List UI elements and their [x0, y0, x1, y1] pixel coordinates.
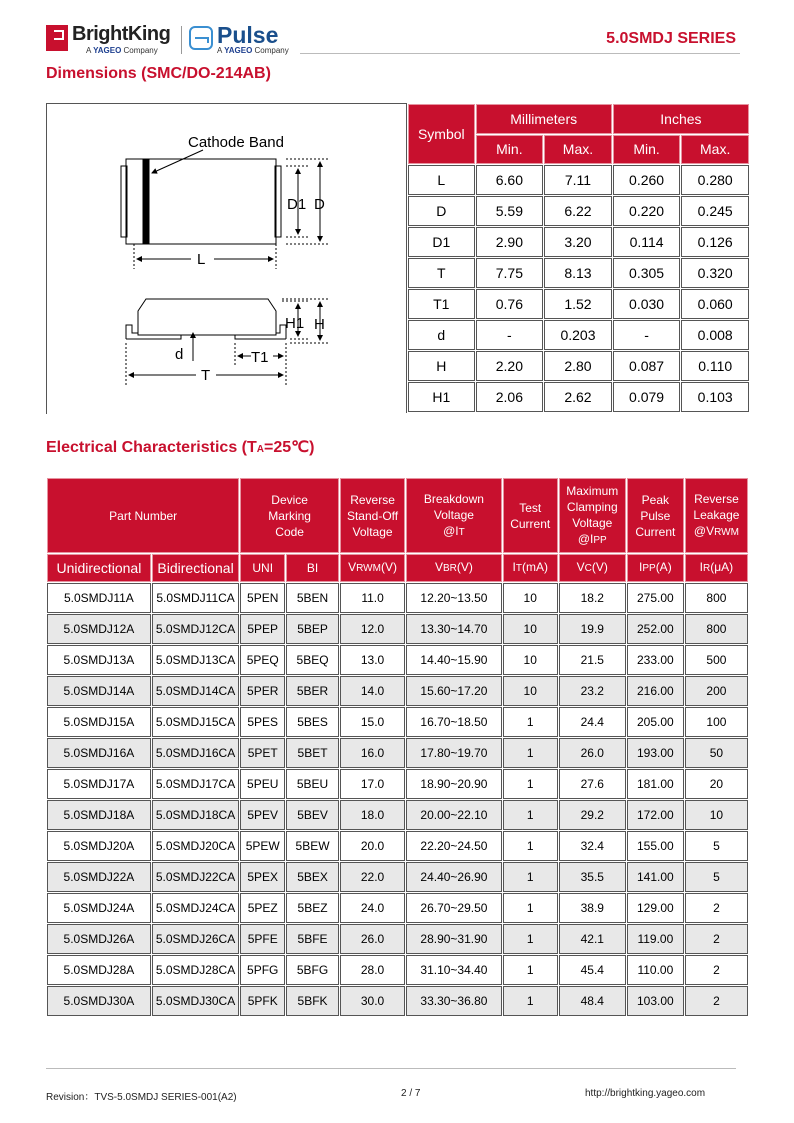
- table-cell: 5.0SMDJ11CA: [152, 583, 240, 613]
- table-cell: 5PEX: [240, 862, 285, 892]
- part-row: [47, 676, 748, 706]
- unidirectional-header: Unidirectional: [47, 554, 151, 582]
- pulse-mark-icon: [189, 26, 213, 50]
- table-cell: 17.80~19.70: [406, 738, 502, 768]
- table-cell: 129.00: [627, 893, 684, 923]
- table-cell: 5BER: [286, 676, 339, 706]
- table-cell: 0.087: [613, 351, 681, 381]
- table-cell: 5PEQ: [240, 645, 285, 675]
- pulse-name: Pulse: [217, 22, 279, 48]
- table-cell: D: [408, 196, 475, 226]
- table-cell: 13.30~14.70: [406, 614, 502, 644]
- dimension-row: [408, 258, 749, 288]
- table-cell: 0.060: [681, 289, 749, 319]
- label-h1: H1: [285, 315, 305, 332]
- table-cell: 28.90~31.90: [406, 924, 502, 954]
- table-cell: 0.079: [613, 382, 681, 412]
- table-cell: 5PEU: [240, 769, 285, 799]
- table-cell: 15.60~17.20: [406, 676, 502, 706]
- table-cell: 100: [685, 707, 748, 737]
- cathode-band-mark: [143, 160, 149, 243]
- label-t: T: [201, 367, 211, 384]
- table-cell: 5.0SMDJ30A: [47, 986, 151, 1016]
- table-cell: H1: [408, 382, 475, 412]
- table-cell: 5BET: [286, 738, 339, 768]
- table-cell: 205.00: [627, 707, 684, 737]
- device-marking-header: Device Marking Code: [240, 478, 339, 553]
- table-cell: 12.20~13.50: [406, 583, 502, 613]
- peak-pulse-current-header: Peak Pulse Current: [627, 478, 684, 553]
- label-l: L: [197, 251, 206, 268]
- table-cell: 18.2: [559, 583, 626, 613]
- table-cell: 18.0: [340, 800, 405, 830]
- table-cell: 5.0SMDJ20CA: [152, 831, 240, 861]
- table-cell: 141.00: [627, 862, 684, 892]
- table-cell: 172.00: [627, 800, 684, 830]
- table-cell: D1: [408, 227, 475, 257]
- table-cell: 252.00: [627, 614, 684, 644]
- table-cell: T: [408, 258, 475, 288]
- table-cell: 1: [503, 862, 558, 892]
- electrical-title: Electrical Characteristics (TA=25℃): [46, 439, 315, 456]
- table-cell: 5.0SMDJ16A: [47, 738, 151, 768]
- part-row: [47, 738, 748, 768]
- part-row: [47, 831, 748, 861]
- table-cell: 10: [685, 800, 748, 830]
- table-cell: 5BFE: [286, 924, 339, 954]
- logo-divider: [181, 26, 182, 54]
- table-cell: 193.00: [627, 738, 684, 768]
- dimensions-table: [406, 103, 750, 413]
- table-cell: 20.00~22.10: [406, 800, 502, 830]
- table-cell: 32.4: [559, 831, 626, 861]
- table-cell: d: [408, 320, 475, 350]
- table-cell: 5.0SMDJ20A: [47, 831, 151, 861]
- table-cell: 5.59: [476, 196, 544, 226]
- brightking-subtitle: A YAGEO Company: [86, 46, 158, 55]
- label-t1: T1: [251, 349, 269, 366]
- label-cathode-band: Cathode Band: [188, 134, 284, 151]
- table-cell: 5.0SMDJ30CA: [152, 986, 240, 1016]
- table-cell: 27.6: [559, 769, 626, 799]
- part-row: [47, 800, 748, 830]
- table-cell: H: [408, 351, 475, 381]
- table-cell: 17.0: [340, 769, 405, 799]
- table-cell: 5BEP: [286, 614, 339, 644]
- table-cell: 5.0SMDJ15A: [47, 707, 151, 737]
- table-cell: 0.126: [681, 227, 749, 257]
- uni-header: UNI: [240, 554, 285, 582]
- footer-rule: [46, 1068, 736, 1069]
- table-cell: 5: [685, 862, 748, 892]
- table-cell: 50: [685, 738, 748, 768]
- pulse-subtitle: A YAGEO Company: [217, 46, 289, 55]
- table-cell: 5.0SMDJ12A: [47, 614, 151, 644]
- table-cell: 5.0SMDJ13CA: [152, 645, 240, 675]
- dimension-row: [408, 382, 749, 412]
- table-cell: 233.00: [627, 645, 684, 675]
- part-row: [47, 893, 748, 923]
- dimension-row: [408, 289, 749, 319]
- table-cell: 5BEZ: [286, 893, 339, 923]
- table-cell: 13.0: [340, 645, 405, 675]
- label-d: D: [314, 196, 325, 213]
- table-cell: 24.40~26.90: [406, 862, 502, 892]
- table-cell: 10: [503, 676, 558, 706]
- table-cell: 15.0: [340, 707, 405, 737]
- vbr-unit-header: VBR(V): [406, 554, 502, 582]
- table-cell: 5.0SMDJ18A: [47, 800, 151, 830]
- brightking-name: BrightKing: [72, 23, 171, 45]
- pulse-logo: [189, 23, 309, 57]
- table-cell: 0.114: [613, 227, 681, 257]
- table-cell: 0.008: [681, 320, 749, 350]
- table-cell: 26.70~29.50: [406, 893, 502, 923]
- bidirectional-header: Bidirectional: [152, 554, 240, 582]
- test-current-header: Test Current: [503, 478, 558, 553]
- table-cell: 5.0SMDJ24A: [47, 893, 151, 923]
- table-cell: 0.280: [681, 165, 749, 195]
- table-cell: 31.10~34.40: [406, 955, 502, 985]
- table-cell: 2.62: [544, 382, 612, 412]
- mm-max-header: Max.: [544, 135, 612, 165]
- table-cell: 48.4: [559, 986, 626, 1016]
- table-cell: 5PET: [240, 738, 285, 768]
- table-cell: 5BEU: [286, 769, 339, 799]
- label-d-small: d: [175, 346, 184, 363]
- table-cell: 14.0: [340, 676, 405, 706]
- table-cell: 1: [503, 831, 558, 861]
- table-cell: 275.00: [627, 583, 684, 613]
- table-cell: 800: [685, 583, 748, 613]
- table-cell: 6.22: [544, 196, 612, 226]
- table-cell: 42.1: [559, 924, 626, 954]
- table-cell: 5BES: [286, 707, 339, 737]
- breakdown-voltage-header: Breakdown Voltage @IT: [406, 478, 502, 553]
- mm-min-header: Min.: [476, 135, 544, 165]
- table-cell: 5.0SMDJ14A: [47, 676, 151, 706]
- label-h: H: [314, 316, 325, 333]
- part-row: [47, 707, 748, 737]
- table-cell: 22.0: [340, 862, 405, 892]
- table-cell: 0.030: [613, 289, 681, 319]
- table-cell: 5.0SMDJ28CA: [152, 955, 240, 985]
- bi-header: BI: [286, 554, 339, 582]
- table-cell: 5PEP: [240, 614, 285, 644]
- table-cell: 0.305: [613, 258, 681, 288]
- inch-min-header: Min.: [613, 135, 681, 165]
- table-cell: 1: [503, 707, 558, 737]
- part-row: [47, 955, 748, 985]
- table-cell: 2: [685, 924, 748, 954]
- table-cell: 3.20: [544, 227, 612, 257]
- table-cell: 1: [503, 893, 558, 923]
- part-row: [47, 769, 748, 799]
- table-cell: 5.0SMDJ22CA: [152, 862, 240, 892]
- side-view-body: [138, 299, 276, 335]
- part-row: [47, 583, 748, 613]
- table-cell: 5BEV: [286, 800, 339, 830]
- package-drawing: [46, 103, 406, 414]
- table-cell: 35.5: [559, 862, 626, 892]
- table-cell: 18.90~20.90: [406, 769, 502, 799]
- table-cell: 2.80: [544, 351, 612, 381]
- table-cell: 2.90: [476, 227, 544, 257]
- table-cell: L: [408, 165, 475, 195]
- side-view-lead-left: [126, 325, 138, 339]
- table-cell: 5.0SMDJ22A: [47, 862, 151, 892]
- dimension-row: [408, 351, 749, 381]
- table-cell: 2: [685, 893, 748, 923]
- table-cell: 20: [685, 769, 748, 799]
- table-cell: 216.00: [627, 676, 684, 706]
- brightking-mark-icon: [46, 25, 68, 51]
- table-cell: 24.0: [340, 893, 405, 923]
- table-cell: 5PEN: [240, 583, 285, 613]
- table-cell: 0.320: [681, 258, 749, 288]
- part-row: [47, 645, 748, 675]
- table-cell: 1: [503, 986, 558, 1016]
- table-cell: 5BEX: [286, 862, 339, 892]
- table-cell: 29.2: [559, 800, 626, 830]
- table-cell: 181.00: [627, 769, 684, 799]
- table-cell: 12.0: [340, 614, 405, 644]
- table-cell: 5PEW: [240, 831, 285, 861]
- table-cell: 10: [503, 645, 558, 675]
- label-d1: D1: [287, 196, 307, 213]
- part-row: [47, 986, 748, 1016]
- table-cell: 119.00: [627, 924, 684, 954]
- dimension-row: [408, 320, 749, 350]
- table-cell: 0.203: [544, 320, 612, 350]
- table-cell: 45.4: [559, 955, 626, 985]
- table-cell: 103.00: [627, 986, 684, 1016]
- table-cell: 7.11: [544, 165, 612, 195]
- table-cell: 5.0SMDJ11A: [47, 583, 151, 613]
- table-cell: 5PEV: [240, 800, 285, 830]
- table-cell: 5PES: [240, 707, 285, 737]
- table-cell: 5.0SMDJ18CA: [152, 800, 240, 830]
- table-cell: 5.0SMDJ17CA: [152, 769, 240, 799]
- it-unit-header: IT(mA): [503, 554, 558, 582]
- part-number-header: Part Number: [47, 478, 239, 553]
- part-row: [47, 614, 748, 644]
- reverse-standoff-header: Reverse Stand-Off Voltage: [340, 478, 405, 553]
- table-cell: -: [476, 320, 544, 350]
- table-cell: 21.5: [559, 645, 626, 675]
- header-rule: [300, 53, 740, 54]
- table-cell: 1: [503, 924, 558, 954]
- table-cell: 1: [503, 800, 558, 830]
- table-cell: 5BEN: [286, 583, 339, 613]
- table-cell: -: [613, 320, 681, 350]
- vc-unit-header: VC(V): [559, 554, 626, 582]
- series-title: 5.0SMDJ SERIES: [606, 30, 736, 47]
- table-cell: 5PEZ: [240, 893, 285, 923]
- dimension-row: [408, 196, 749, 226]
- table-cell: 5.0SMDJ24CA: [152, 893, 240, 923]
- table-cell: 38.9: [559, 893, 626, 923]
- dimension-row: [408, 165, 749, 195]
- ipp-unit-header: IPP(A): [627, 554, 684, 582]
- inch-header: Inches: [613, 104, 749, 134]
- table-cell: 7.75: [476, 258, 544, 288]
- table-cell: 10: [503, 614, 558, 644]
- footer-revision: Revision：TVS-5.0SMDJ SERIES-001(A2): [46, 1092, 237, 1103]
- table-cell: 2.06: [476, 382, 544, 412]
- table-cell: 14.40~15.90: [406, 645, 502, 675]
- table-cell: 5.0SMDJ26A: [47, 924, 151, 954]
- table-cell: 30.0: [340, 986, 405, 1016]
- table-cell: 5.0SMDJ16CA: [152, 738, 240, 768]
- table-cell: 5.0SMDJ15CA: [152, 707, 240, 737]
- table-cell: 33.30~36.80: [406, 986, 502, 1016]
- table-cell: 2: [685, 955, 748, 985]
- table-cell: 0.260: [613, 165, 681, 195]
- table-cell: 5.0SMDJ13A: [47, 645, 151, 675]
- inch-max-header: Max.: [681, 135, 749, 165]
- table-cell: 26.0: [340, 924, 405, 954]
- table-cell: 23.2: [559, 676, 626, 706]
- table-cell: 5BFG: [286, 955, 339, 985]
- table-cell: 2: [685, 986, 748, 1016]
- table-cell: 155.00: [627, 831, 684, 861]
- table-cell: 0.220: [613, 196, 681, 226]
- brightking-logo: [46, 23, 176, 57]
- table-cell: 19.9: [559, 614, 626, 644]
- table-cell: 5BFK: [286, 986, 339, 1016]
- part-row: [47, 862, 748, 892]
- table-cell: 1: [503, 769, 558, 799]
- table-cell: 5PFE: [240, 924, 285, 954]
- table-cell: 8.13: [544, 258, 612, 288]
- table-cell: 5BEQ: [286, 645, 339, 675]
- table-cell: 5.0SMDJ28A: [47, 955, 151, 985]
- mm-header: Millimeters: [476, 104, 612, 134]
- table-cell: 5PFG: [240, 955, 285, 985]
- table-cell: T1: [408, 289, 475, 319]
- table-cell: 5PFK: [240, 986, 285, 1016]
- dimension-row: [408, 227, 749, 257]
- table-cell: 16.70~18.50: [406, 707, 502, 737]
- table-cell: 1.52: [544, 289, 612, 319]
- table-cell: 16.0: [340, 738, 405, 768]
- dimensions-title: Dimensions (SMC/DO-214AB): [46, 65, 271, 82]
- part-row: [47, 924, 748, 954]
- table-cell: 28.0: [340, 955, 405, 985]
- table-cell: 26.0: [559, 738, 626, 768]
- table-cell: 20.0: [340, 831, 405, 861]
- table-cell: 5.0SMDJ17A: [47, 769, 151, 799]
- table-cell: 5.0SMDJ12CA: [152, 614, 240, 644]
- table-cell: 5BEW: [286, 831, 339, 861]
- table-cell: 10: [503, 583, 558, 613]
- table-cell: 0.103: [681, 382, 749, 412]
- reverse-leakage-header: Reverse Leakage @VRWM: [685, 478, 748, 553]
- symbol-header: Symbol: [408, 104, 475, 164]
- table-cell: 22.20~24.50: [406, 831, 502, 861]
- table-cell: 5PER: [240, 676, 285, 706]
- table-cell: 1: [503, 738, 558, 768]
- ir-unit-header: IR(μA): [685, 554, 748, 582]
- table-cell: 24.4: [559, 707, 626, 737]
- vrwm-unit-header: VRWM(V): [340, 554, 405, 582]
- table-cell: 500: [685, 645, 748, 675]
- table-cell: 200: [685, 676, 748, 706]
- table-cell: 1: [503, 955, 558, 985]
- electrical-table: [46, 477, 749, 1017]
- table-cell: 0.76: [476, 289, 544, 319]
- table-cell: 800: [685, 614, 748, 644]
- table-cell: 110.00: [627, 955, 684, 985]
- table-cell: 2.20: [476, 351, 544, 381]
- table-cell: 5.0SMDJ26CA: [152, 924, 240, 954]
- table-cell: 5: [685, 831, 748, 861]
- table-cell: 11.0: [340, 583, 405, 613]
- footer-page-number: 2 / 7: [401, 1088, 421, 1099]
- table-cell: 5.0SMDJ14CA: [152, 676, 240, 706]
- clamping-voltage-header: Maximum Clamping Voltage @IPP: [559, 478, 626, 553]
- footer-url[interactable]: http://brightking.yageo.com: [585, 1088, 706, 1099]
- cathode-leader: [152, 150, 203, 173]
- table-cell: 6.60: [476, 165, 544, 195]
- table-cell: 0.245: [681, 196, 749, 226]
- table-cell: 0.110: [681, 351, 749, 381]
